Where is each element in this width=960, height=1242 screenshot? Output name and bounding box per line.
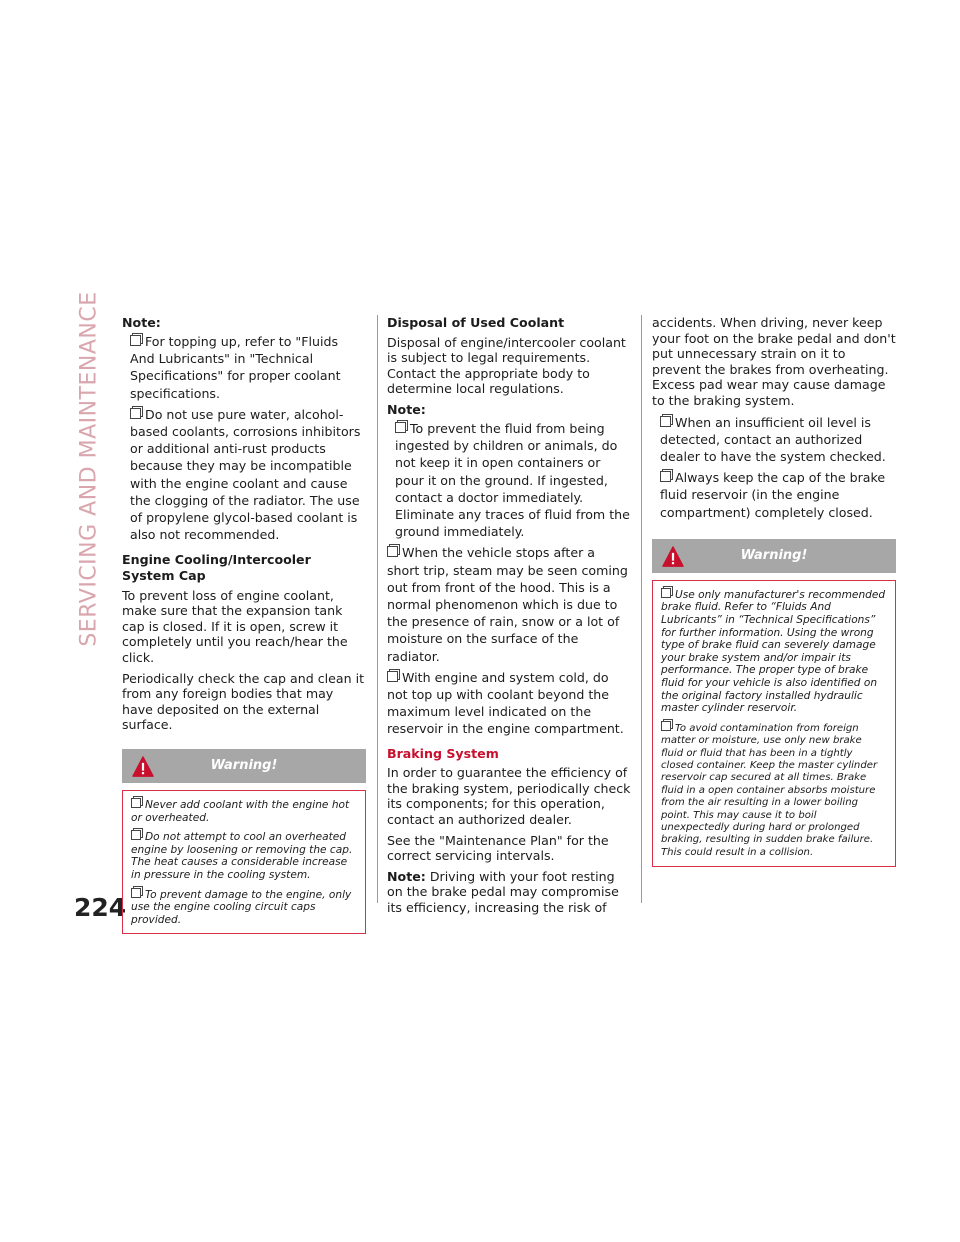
warning-title: Warning! <box>210 757 278 773</box>
column-3 <box>652 315 896 867</box>
section-heading: Disposal of Used Coolant <box>387 315 565 330</box>
paragraph: See the "Maintenance Plan" for the correct servicing intervals. <box>387 832 609 864</box>
note-label: Note: <box>387 868 426 884</box>
page-number: 224 <box>74 893 127 922</box>
warning-bullet: To prevent damage to the engine, only use the engine cooling circuit caps provided. <box>131 888 352 926</box>
checkbox-bullet-icon <box>130 408 141 419</box>
note-bullet: Always keep the cap of the brake fluid reservoir (in the engine compartment) completely closed. <box>660 470 886 520</box>
section-heading: Engine Cooling/Intercooler System Cap <box>122 552 311 584</box>
checkbox-bullet-icon <box>661 721 671 731</box>
warning-title: Warning! <box>740 547 808 563</box>
note-bullet: When the vehicle stops after a short trip, steam may be seen coming out from front of the hood. This is a normal phenomenon which is due to the presence of rain, snow or a lot of moisture on the surface of the radiator. <box>387 545 628 664</box>
paragraph: accidents. When driving, never keep your foot on the brake pedal and don't put unnecessary strain on it to prevent the brakes from overheating. Excess pad wear may cause damage to the braking system. <box>652 315 896 408</box>
checkbox-bullet-icon <box>660 416 671 427</box>
warning-content <box>122 790 366 934</box>
note-label: Note: <box>122 315 161 330</box>
warning-content <box>652 580 896 867</box>
warning-bullet: To avoid contamination from foreign matter or moisture, use only new brake fluid or fluid that has been in a tightly closed container. Keep the master cylinder reservoir cap secured at all times. Brake fluid in a open container absorbs moisture from the air resulting in a lower boiling point. This may cause it to boil unexpectedly during hard or prolonged braking, resulting in sudden brake failure. This could result in a collision. <box>661 722 878 858</box>
column-divider <box>377 315 378 903</box>
checkbox-bullet-icon <box>387 671 398 682</box>
checkbox-bullet-icon <box>387 546 398 557</box>
checkbox-bullet-icon <box>395 422 406 433</box>
note-bullet: When an insufficient oil level is detected, contact an authorized dealer to have the system checked. <box>660 414 886 464</box>
checkbox-bullet-icon <box>131 888 141 898</box>
note-bullet: Do not use pure water, alcohol-based coolants, corrosions inhibitors or additional anti-rust products because they may be incompatible with the engine coolant and cause the clogging of the radiator. The use of propylene glycol-based coolant is also not recommended. <box>130 406 361 543</box>
warning-panel <box>122 749 366 934</box>
column-divider <box>641 315 642 903</box>
section-heading-braking: Braking System <box>387 745 499 761</box>
checkbox-bullet-icon <box>130 335 141 346</box>
note-label: Note: <box>387 401 426 417</box>
warning-header <box>122 749 366 783</box>
paragraph: Periodically check the cap and clean it from any foreign bodies that may have deposited on the external surface. <box>122 670 365 733</box>
paragraph: In order to guarantee the efficiency of the braking system, periodically check its components; for this operation, contact an authorized dealer. <box>387 765 631 827</box>
paragraph: To prevent loss of engine coolant, make sure that the expansion tank cap is closed. If it is open, screw it completely until you reach/hear the click. <box>122 587 348 665</box>
braking-note: Note: Driving with your foot resting on the brake pedal may compromise its efficiency, increasing the risk of <box>387 868 619 915</box>
warning-header <box>652 539 896 573</box>
checkbox-bullet-icon <box>131 798 141 808</box>
column-2 <box>387 315 631 921</box>
column-1 <box>122 315 366 934</box>
section-side-title: SERVICING AND MAINTENANCE <box>76 291 102 647</box>
warning-bullet: Use only manufacturer's recommended brake fluid. Refer to “Fluids And Lubricants” in “Technical Specifications” for further information. Using the wrong type of brake fluid can severely damage your brake system and/or impair its performance. The proper type of brake fluid for your vehicle is also identified on the original factory installed hydraulic master cylinder reservoir. <box>661 588 886 715</box>
note-bullet: For topping up, refer to "Fluids And Lubricants" in "Technical Specifications" for proper coolant specifications. <box>130 334 341 401</box>
warning-panel <box>652 539 896 867</box>
note-bullet: To prevent the fluid from being ingested by children or animals, do not keep it in open containers or pour it on the ground. If ingested, contact a doctor immediately. Eliminate any traces of fluid from the ground immediately. <box>395 420 630 540</box>
checkbox-bullet-icon <box>661 588 671 598</box>
checkbox-bullet-icon <box>660 471 671 482</box>
note-bullet: With engine and system cold, do not top up with coolant beyond the maximum level indicated on the reservoir in the engine compartment. <box>387 669 624 737</box>
checkbox-bullet-icon <box>131 830 141 840</box>
warning-bullet: Never add coolant with the engine hot or overheated. <box>131 798 350 824</box>
warning-bullet: Do not attempt to cool an overheated engine by loosening or removing the cap. The heat causes a considerable increase in pressure in the cooling system. <box>131 831 353 881</box>
paragraph: Disposal of engine/intercooler coolant is subject to legal requirements. Contact the appropriate body to determine local regulations. <box>387 334 626 397</box>
